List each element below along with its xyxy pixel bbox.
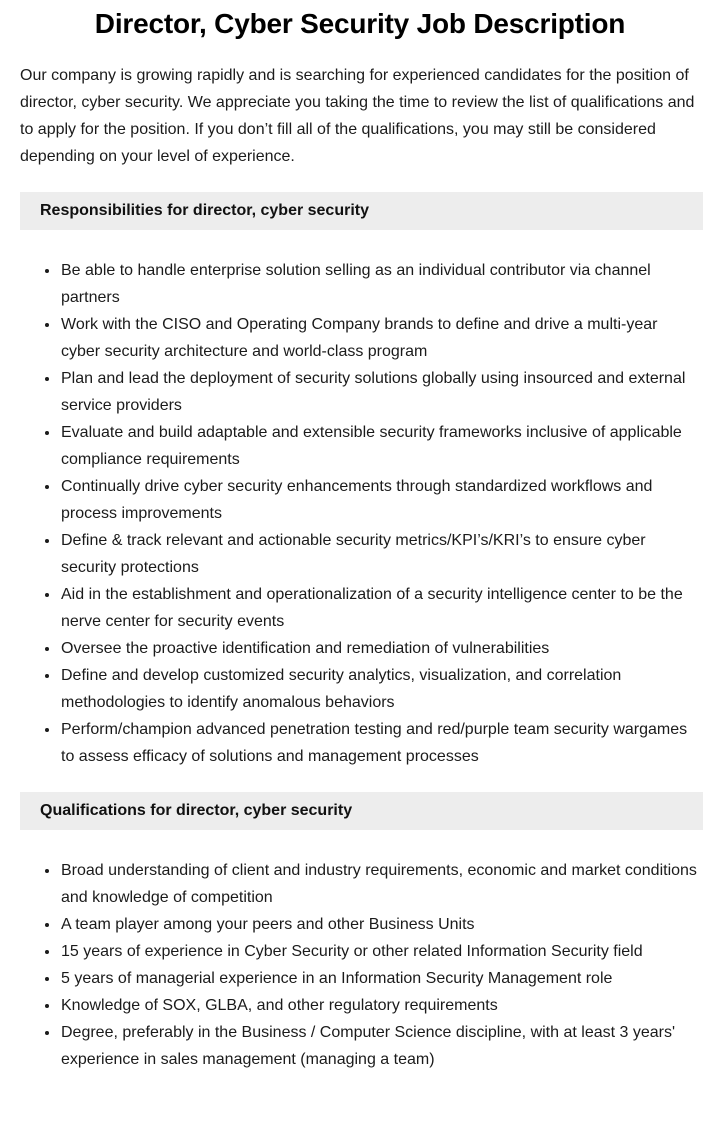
qualifications-section-header [20, 792, 703, 830]
responsibility-item: • Define and develop customized security analytics, visualization, and correlation methodologies to identify anomalous behaviors [60, 662, 700, 716]
responsibility-item: • Be able to handle enterprise solution selling as an individual contributor via channel partners [60, 257, 700, 311]
responsibility-item: • Plan and lead the deployment of security solutions globally using insourced and external service providers [60, 365, 700, 419]
qualification-item: • Degree, preferably in the Business / Computer Science discipline, with at least 3 years' experience in sales management (managing a team) [60, 1019, 700, 1073]
intro-paragraph: Our company is growing rapidly and is searching for experienced candidates for the position of director, cyber security. We appreciate you taking the time to review the list of qualifications and to apply for the position. If you don’t fill all of the qualifications, you may still be considered depending on your level of experience. [20, 67, 695, 165]
responsibility-item: • Continually drive cyber security enhancements through standardized workflows and process improvements [60, 473, 700, 527]
responsibility-item: • Perform/champion advanced penetration testing and red/purple team security wargames to assess efficacy of solutions and management processes [60, 716, 700, 770]
responsibility-item: • Work with the CISO and Operating Company brands to define and drive a multi-year cyber security architecture and world-class program [60, 311, 700, 365]
responsibility-item: • Evaluate and build adaptable and extensible security frameworks inclusive of applicable compliance requirements [60, 419, 700, 473]
qualification-item: • 15 years of experience in Cyber Security or other related Information Security field [60, 938, 700, 965]
qualifications-list [20, 857, 700, 1073]
responsibilities-heading-text: Responsibilities for director, cyber security [40, 202, 369, 219]
responsibility-item: • Aid in the establishment and operationalization of a security intelligence center to be the nerve center for security events [60, 581, 700, 635]
qualification-item: • A team player among your peers and other Business Units [60, 911, 700, 938]
qualification-item: • Broad understanding of client and industry requirements, economic and market conditions and knowledge of competition [60, 857, 700, 911]
qualifications-heading-text: Qualifications for director, cyber security [40, 802, 353, 819]
page-title: Director, Cyber Security Job Description [94, 8, 626, 39]
qualification-item: • 5 years of managerial experience in an Information Security Management role [60, 965, 700, 992]
responsibilities-section-header [20, 192, 703, 230]
responsibility-item: • Define & track relevant and actionable security metrics/KPI’s/KRI’s to ensure cyber security protections [60, 527, 700, 581]
responsibility-item: • Oversee the proactive identification and remediation of vulnerabilities [60, 635, 700, 662]
qualification-item: • Knowledge of SOX, GLBA, and other regulatory requirements [60, 992, 700, 1019]
responsibilities-list [20, 257, 700, 770]
